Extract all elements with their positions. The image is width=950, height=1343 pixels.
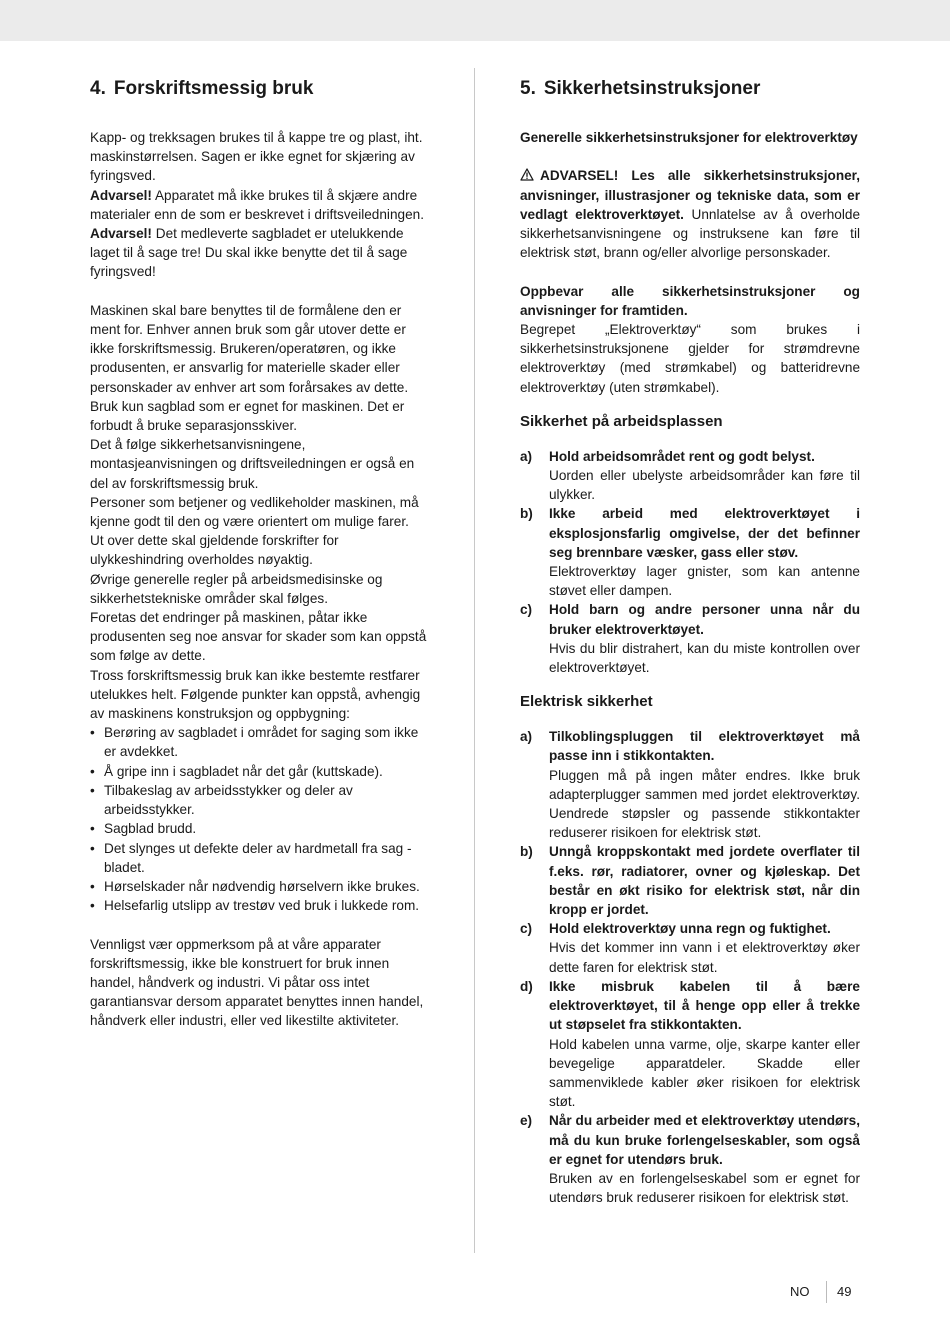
column-divider (474, 68, 475, 1253)
paragraph: Personer som betjener og vedlikeholder maskinen, må kjenne godt til den og være orientert om mulige farer. (90, 494, 419, 530)
warning-triangle-icon (520, 168, 534, 181)
warning-paragraph: ADVARSEL! Les alle sikkerhetsinstruksjoner, anvisninger, illustrasjoner og tekniske data, som er vedlagt elektroverktøyet. Unnlatelse av å overholde sikkerhetsanvisningene og instruksene kan føre til elektrisk støt, brann og/eller alvorlige personskader. (520, 168, 861, 261)
list-item: • Tilbakeslag av arbeidsstykker og deler av arbeidsstykker. (90, 781, 430, 819)
subheading-electrical: Elektrisk sikkerhet (520, 693, 653, 711)
page-number: 49 (837, 1284, 852, 1299)
warning-paragraph: Advarsel! Det medleverte sagbladet er utelukkende laget til å sage tre! Du skal ikke benytte det til å sage fyringsved! (90, 226, 408, 280)
footer-separator (826, 1281, 827, 1303)
list-item: a) Hold arbeidsområdet rent og godt belyst. Uorden eller ubelyste arbeidsområder kan føre til ulykker. (520, 448, 860, 503)
section-heading-usage: 4. Forskriftsmessig bruk (90, 78, 314, 99)
left-column (90, 76, 430, 1031)
paragraph: Vennligst vær oppmerksom på at våre apparater forskriftsmessig, ikke ble konstruert for bruk innen handel, håndverk og industri. Vi påtar oss intet garantiansvar dersom apparatet benyttes innen handel, håndverk eller industri, eller ved likestilte aktiviteter. (90, 936, 424, 1029)
paragraph: Øvrige generelle regler på arbeidsmedisinske og sikkerhetstekniske områder skal følges. (90, 571, 383, 606)
paragraph: Kapp- og trekksagen brukes til å kappe tre og plast, iht. maskinstørrelsen. Sagen er ikke egnet for skjæring av fyringsved. (90, 130, 423, 184)
list-item: a) Tilkoblingspluggen til elektroverktøyet må passe inn i stikkontakten. Pluggen må på ingen måter endres. Ikke bruk adapterplugger sammen med jordet elektroverktøy. Uendrede støpsler og passende stikkontakter reduserer risikoen for elektrisk støt. (520, 729, 860, 841)
list-item: e) Når du arbeider med et elektroverktøy utendørs, må du kun bruke forlengelseskabler, som også er egnet for utendørs bruk. Bruken av en forlengelseskabel som er egnet for utendørs bruk reduserer risikoen for elektrisk støt. (520, 1113, 860, 1206)
paragraph: Det å følge sikkerhetsanvisningene, montasjeanvisningen og driftsveiledningen er også en del av forskriftsmessig bruk. (90, 437, 415, 491)
subheading-workplace: Sikkerhet på arbeidsplassen (520, 412, 723, 430)
list-item: d) Ikke misbruk kabelen til å bære elektroverktøyet, til å henge opp eller å trekke ut støpselet fra stikkontakten. Hold kabelen unna varme, olje, skarpe kanter eller bevegelige apparatdeler. Skadde eller sammenviklede kabler øker risikoen for elektrisk støt. (520, 978, 860, 1110)
paragraph: Ut over dette skal gjeldende forskrifter for ulykkeshindring overholdes nøyaktig. (90, 533, 339, 568)
list-item: • Hørselskader når nødvendig hørselvern ikke brukes. (90, 877, 430, 896)
paragraph: Begrepet „Elektroverktøy“ som brukes i sikkerhetsinstruksjonene gjelder for strømdrevne elektroverktøy (med strømkabel) og batteridrevne elektroverktøy (uten strømkabel). (520, 322, 860, 395)
residual-risk-list (90, 723, 430, 915)
list-item: • Berøring av sagbladet i området for saging som ikke er avdekket. (90, 723, 430, 761)
section-heading-safety: 5. Sikkerhetsinstruksjoner (520, 78, 761, 99)
list-item: • Helsefarlig utslipp av trestøv ved bruk i lukkede rom. (90, 896, 430, 915)
list-item: • Det slynges ut defekte deler av hardmetall fra sag - bladet. (90, 839, 430, 877)
list-item: • Sagblad brudd. (90, 819, 430, 838)
paragraph: Tross forskriftsmessig bruk kan ikke bestemte restfarer utelukkes helt. Følgende punkter kan oppstå, avhengig av maskinens konstruksjon og oppbygning: (90, 667, 421, 722)
warning-paragraph: Advarsel! Apparatet må ikke brukes til å skjære andre materialer enn de som er beskrevet i driftsveiledningen. (90, 187, 424, 222)
intro-bold: Generelle sikkerhetsinstruksjoner for elektroverktøy (520, 130, 858, 145)
paragraph: Maskinen skal bare benyttes til de formålene den er ment for. Enhver annen bruk som går utover dette er ikke forskriftsmessig. Brukeren/operatøren, og ikke produsenten, er ansvarlig for materielle skader eller personskader av enhver art som forårsakes av dette. Bruk kun sagblad som er egnet for maskinen. Det er forbudt å bruke separasjonsskiver. (90, 302, 409, 434)
footer-language: NO (790, 1284, 810, 1299)
paragraph: Foretas det endringer på maskinen, påtar ikke produsenten seg noe ansvar for skader som kan oppstå som følge av dette. (90, 610, 427, 664)
right-column (520, 76, 860, 1207)
top-bar (0, 0, 950, 41)
list-item: c) Hold barn og andre personer unna når du bruker elektroverktøyet. Hvis du blir distrahert, kan du miste kontrollen over elektroverktøyet. (520, 602, 860, 676)
list-item: b) Unngå kroppskontakt med jordete overflater til f.eks. rør, radiatorer, ovner og kjøleskap. Det består en økt risiko for elektrisk støt, når din kropp er jordet. (520, 844, 860, 918)
list-item: b) Ikke arbeid med elektroverktøyet i eksplosjonsfarlig omgivelse, der det befinner seg brennbare væsker, gass eller støv. Elektroverktøy lager gnister, som kan antenne støvet eller dampen. (520, 506, 860, 599)
list-item: • Å gripe inn i sagbladet når det går (kuttskade). (90, 762, 430, 781)
list-item: c) Hold elektroverktøy unna regn og fuktighet. Hvis det kommer inn vann i et elektroverktøy øker dette faren for elektrisk støt. (520, 921, 860, 975)
keep-instructions-bold: Oppbevar alle sikkerhetsinstruksjoner og anvisninger for framtiden. (520, 283, 860, 318)
